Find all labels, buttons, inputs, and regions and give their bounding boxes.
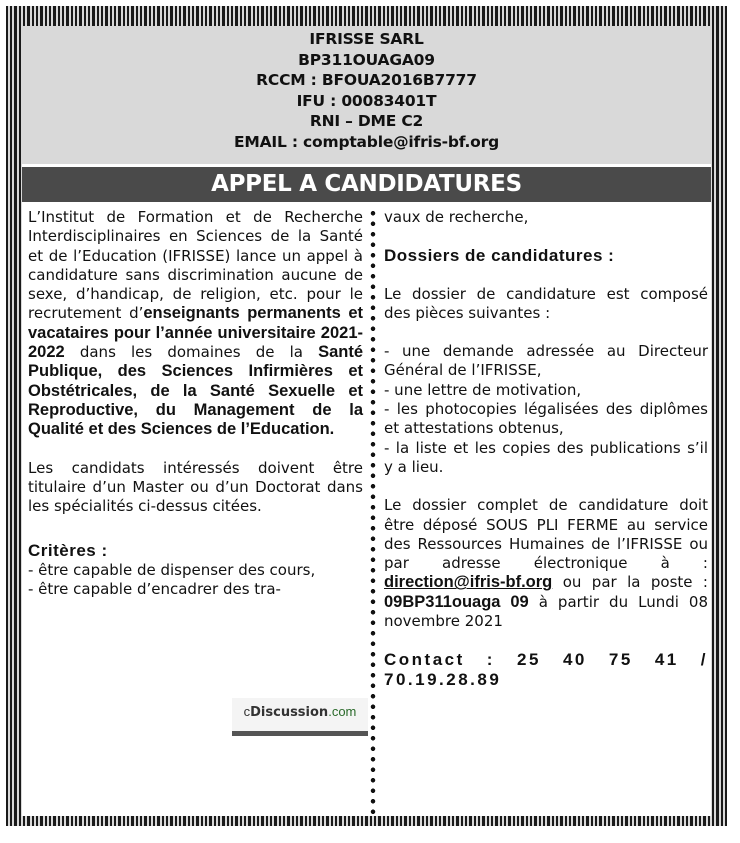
left-column <box>28 208 363 599</box>
banner-title: APPEL A CANDIDATURES <box>22 167 711 202</box>
criteria-item-2: - être capable d’encadrer des tra- <box>28 580 281 599</box>
dossier-item-3: - les photocopies légalisées des diplômes et attestations obtenus, <box>384 400 708 438</box>
dossier-item-2: - une lettre de motivation, <box>384 380 582 399</box>
watermark-logo <box>232 698 368 736</box>
header-line-bp: BP311OUAGA09 <box>298 50 435 69</box>
watermark-prefix: c <box>243 704 251 719</box>
intro-text: L’Institut de Formation et de Recherche Interdisciplinaires en Sciences de la Santé et de l’Education (IFRISSE) lance un appel à candidature sans discrimination aucune de sexe, d’handicap, de religion, etc. pour le recrutement d’ <box>28 208 363 323</box>
header-line-rccm: RCCM : BFOUA2016B7777 <box>256 71 477 89</box>
post-box: 09BP311ouaga 09 <box>384 592 529 611</box>
continued-text: vaux de recherche, <box>384 208 529 226</box>
criteria-heading: Critères : <box>28 541 108 561</box>
deposit-paragraph <box>384 496 708 631</box>
post-suffix: à partir du Lundi 08 novembre 2021 <box>384 592 709 631</box>
header-line-email: EMAIL : comptable@ifris-bf.org <box>234 132 499 151</box>
document-body <box>22 26 711 816</box>
dossiers-heading: Dossiers de candidatures : <box>384 246 615 266</box>
dossier-item-1: - une demande adressée au Directeur Général de l’IFRISSE, <box>384 342 708 380</box>
header-line-rni: RNI – DME C2 <box>309 112 424 130</box>
post-prefix: ou par la poste : <box>552 573 708 592</box>
company-header <box>22 26 711 164</box>
candidates-paragraph: Les candidats intéressés doivent être titulaire d’un Master ou d’un Doctorat dans les spécialités ci-dessus citées. <box>28 458 363 516</box>
column-divider-dots <box>370 208 376 816</box>
dossier-item-4: - la liste et les copies des publications s’il y a lieu. <box>384 438 708 476</box>
email-link[interactable]: direction@ifris-bf.org <box>384 573 553 592</box>
criteria-item-1: - être capable de dispenser des cours, <box>28 560 316 579</box>
deposit-text: Le dossier complet de candidature doit être déposé SOUS PLI FERME au service des Ressources Humaines de l’IFRISSE ou par adresse électronique à : <box>384 496 708 573</box>
right-column <box>384 208 708 689</box>
intro-emphasis-positions: enseignants permanents et vacataires pour l’année universitaire 2021-2022 <box>28 304 363 362</box>
watermark-suffix: .com <box>328 704 357 719</box>
intro-emphasis-domains: Santé Publique, des Sciences Infirmières et Obstétricales, de la Santé Sexuelle et Reproductive, du Management de la Qualité et des Sciences de l’Education. <box>28 343 363 439</box>
watermark-brand: Discussion <box>250 705 329 720</box>
page-frame <box>6 6 727 826</box>
dossier-intro: Le dossier de candidature est composé des pièces suivantes : <box>384 284 708 322</box>
intro-text-2: dans les domaines de la <box>64 343 319 362</box>
header-line-company: IFRISSE SARL <box>309 30 424 48</box>
contact-line: Contact : 25 40 75 41 / 70.19.28.89 <box>384 650 708 689</box>
intro-paragraph <box>28 208 363 440</box>
header-line-ifu: IFU : 00083401T <box>296 91 437 110</box>
